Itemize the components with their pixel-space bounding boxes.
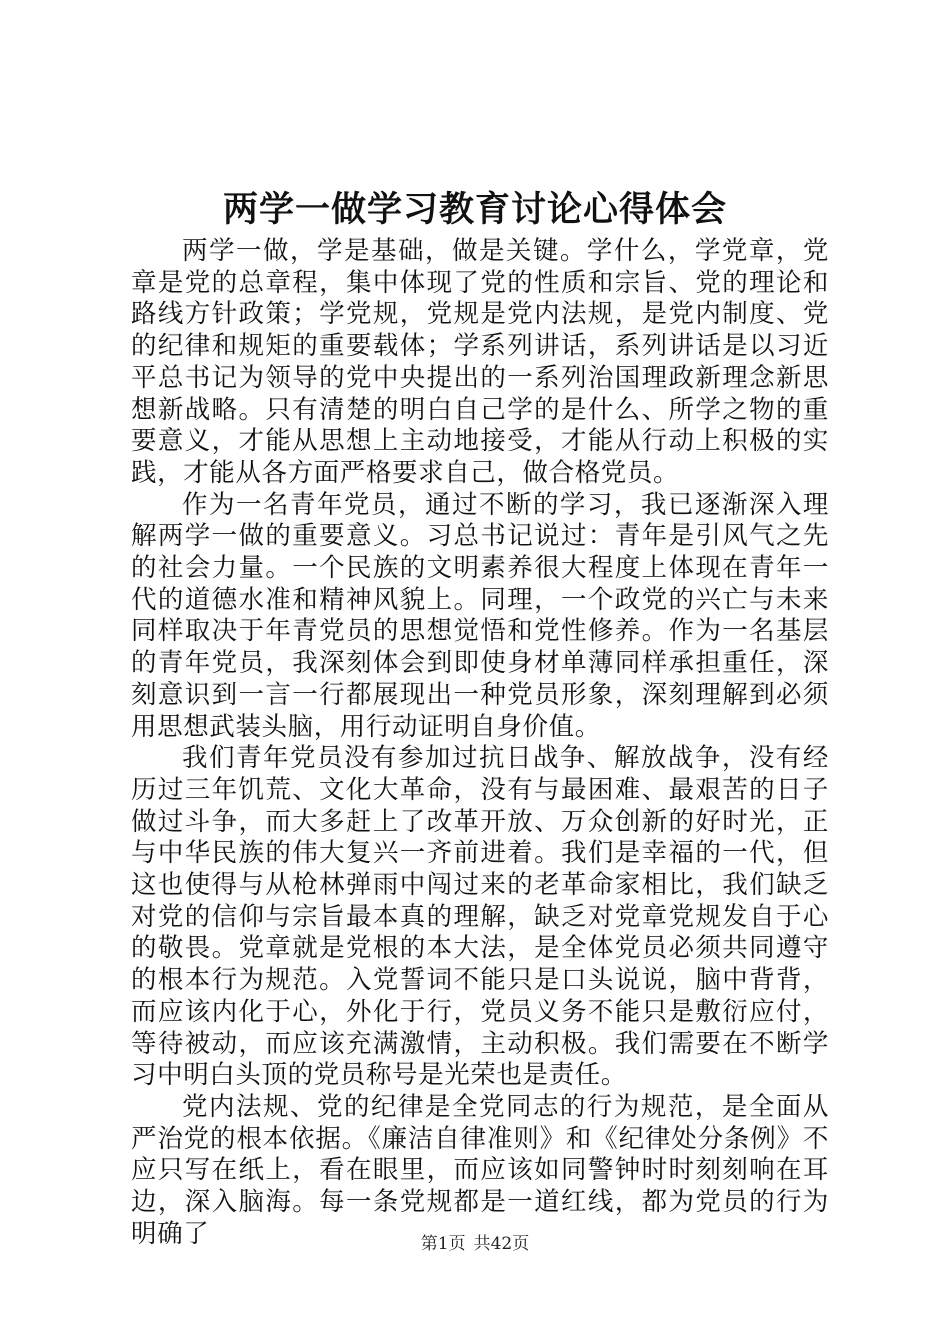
document-title: 两学一做学习教育讨论心得体会 [222, 189, 727, 230]
body-paragraph-4: 党内法规、党的纪律是全党同志的行为规范，是全面从严治党的根本依据。《廉洁自律准则》和《纪律处分条例》不应只写在纸上，看在眼里，而应该如同警钟时时刻刻响在耳边，深入脑海。每一条党规都是一道红线，都为党员的行为明确了 [131, 1091, 829, 1249]
page-total: 共42页 [473, 1234, 530, 1254]
page-footer [0, 1232, 950, 1256]
body-paragraph-3: 我们青年党员没有参加过抗日战争、解放战争，没有经历过三年饥荒、文化大革命，没有与最困难、最艰苦的日子做过斗争，而大多赶上了改革开放、万众创新的好时光，正与中华民族的伟大复兴一齐前进着。我们是幸福的一代，但这也使得与从枪林弹雨中闯过来的老革命家相比，我们缺乏对党的信仰与宗旨最本真的理解，缺乏对党章党规发自于心的敬畏。党章就是党根的本大法，是全体党员必须共同遵守的根本行为规范。入党誓词不能只是口头说说，脑中背背，而应该内化于心，外化于行，党员义务不能只是敷衍应付，等待被动，而应该充满激情，主动积极。我们需要在不断学习中明白头顶的党员称号是光荣也是责任。 [131, 743, 829, 1091]
document-body [131, 236, 829, 1251]
body-paragraph-2: 作为一名青年党员，通过不断的学习，我已逐渐深入理解两学一做的重要意义。习总书记说过：青年是引风气之先的社会力量。一个民族的文明素养很大程度上体现在青年一代的道德水准和精神风貌上。同理，一个政党的兴亡与未来同样取决于年青党员的思想觉悟和党性修养。作为一名基层的青年党员，我深刻体会到即使身材单薄同样承担重任，深刻意识到一言一行都展现出一种党员形象，深刻理解到必须用思想武装头脑，用行动证明自身价值。 [131, 489, 829, 742]
body-paragraph-1: 两学一做，学是基础，做是关键。学什么，学党章，党章是党的总章程，集中体现了党的性质和宗旨、党的理论和路线方针政策；学党规，党规是党内法规，是党内制度、党的纪律和规矩的重要载体；学系列讲话，系列讲话是以习近平总书记为领导的党中央提出的一系列治国理政新理念新思想新战略。只有清楚的明白自己学的是什么、所学之物的重要意义，才能从思想上主动地接受，才能从行动上积极的实践，才能从各方面严格要求自己，做合格党员。 [131, 236, 829, 488]
page-number: 第1页 [420, 1234, 466, 1254]
